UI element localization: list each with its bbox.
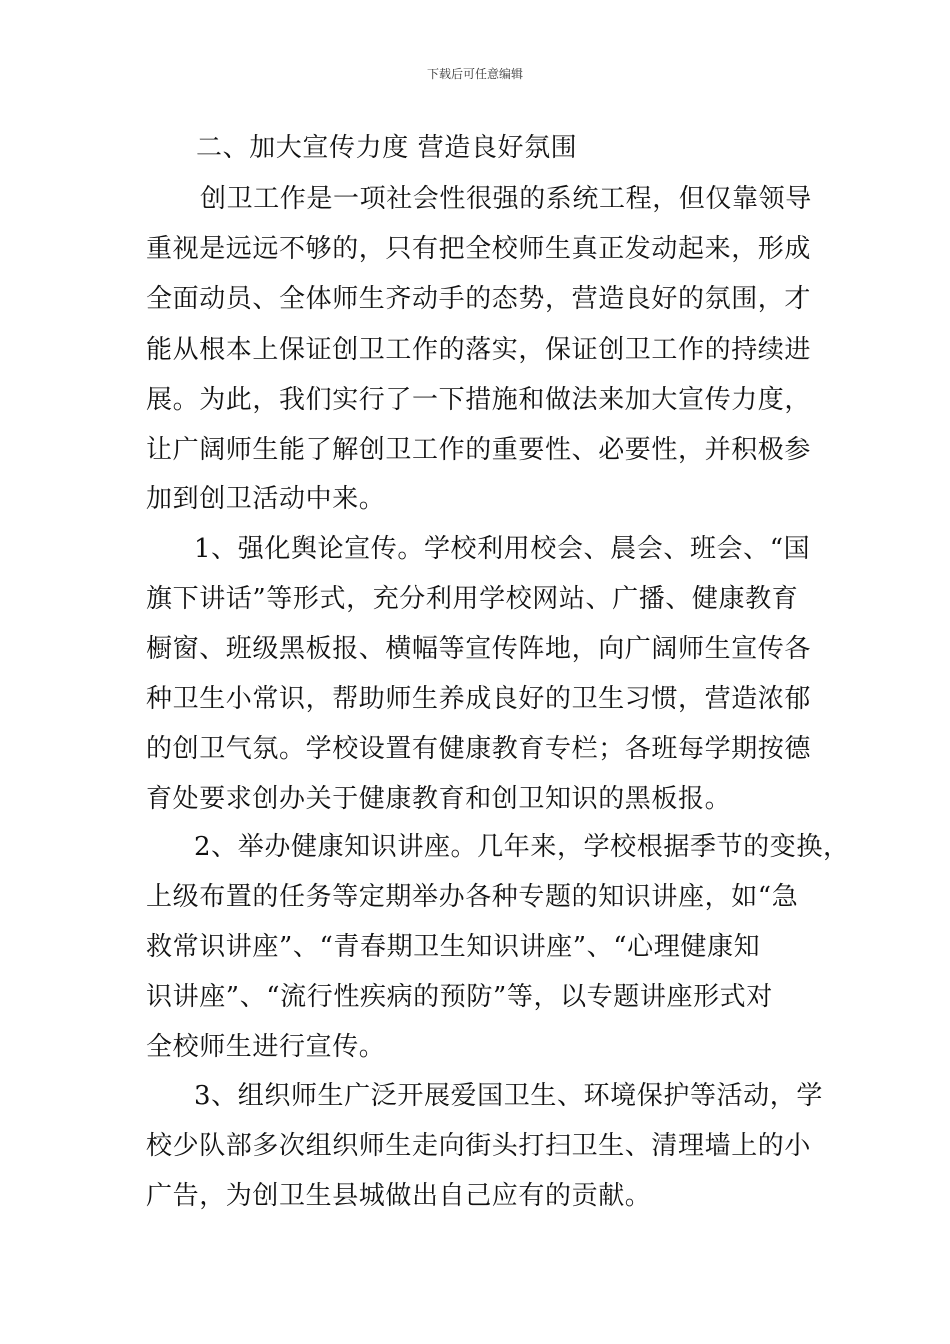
text-line: 救常识讲座”、“青春期卫生知识讲座”、“心理健康知 bbox=[146, 932, 761, 962]
text-line: 创卫工作是一项社会性很强的系统工程，但仅靠领导 bbox=[200, 184, 812, 214]
text-line: 能从根本上保证创卫工作的落实，保证创卫工作的持续进 bbox=[146, 335, 812, 365]
text-line: 加到创卫活动中来。 bbox=[146, 484, 386, 514]
text-line: 育处要求创办关于健康教育和创卫知识的黑板报。 bbox=[146, 784, 732, 814]
text-line: 2、举办健康知识讲座。几年来，学校根据季节的变换， bbox=[194, 832, 850, 862]
header-note: 下载后可任意编辑 bbox=[426, 67, 523, 81]
text-line: 识讲座”、“流行性疾病的预防”等，以专题讲座形式对 bbox=[146, 982, 773, 1012]
text-line: 重视是远远不够的，只有把全校师生真正发动起来，形成 bbox=[146, 234, 812, 264]
text-line: 全面动员、全体师生齐动手的态势，营造良好的氛围，才 bbox=[146, 284, 812, 314]
text-line: 广告，为创卫生县城做出自己应有的贡献。 bbox=[146, 1181, 652, 1211]
text-line: 校少队部多次组织师生走向街头打扫卫生、清理墙上的小 bbox=[146, 1131, 812, 1161]
text-line: 1、强化舆论宣传。学校利用校会、晨会、班会、“国 bbox=[194, 534, 811, 564]
text-line: 3、组织师生广泛开展爱国卫生、环境保护等活动，学 bbox=[194, 1081, 823, 1111]
text-line: 旗下讲话”等形式，充分利用学校网站、广播、健康教育 bbox=[146, 584, 799, 614]
section-heading: 二、加大宣传力度 营造良好氛围 bbox=[196, 133, 578, 163]
text-line: 橱窗、班级黑板报、横幅等宣传阵地，向广阔师生宣传各 bbox=[146, 634, 812, 664]
text-line: 全校师生进行宣传。 bbox=[146, 1032, 386, 1062]
text-line: 种卫生小常识，帮助师生养成良好的卫生习惯，营造浓郁 bbox=[146, 684, 812, 714]
text-line: 让广阔师生能了解创卫工作的重要性、必要性，并积极参 bbox=[146, 435, 812, 465]
text-line: 展。为此，我们实行了一下措施和做法来加大宣传力度， bbox=[146, 385, 812, 415]
text-line: 的创卫气氛。学校设置有健康教育专栏；各班每学期按德 bbox=[146, 734, 812, 764]
text-line: 上级布置的任务等定期举办各种专题的知识讲座，如“急 bbox=[146, 882, 799, 912]
